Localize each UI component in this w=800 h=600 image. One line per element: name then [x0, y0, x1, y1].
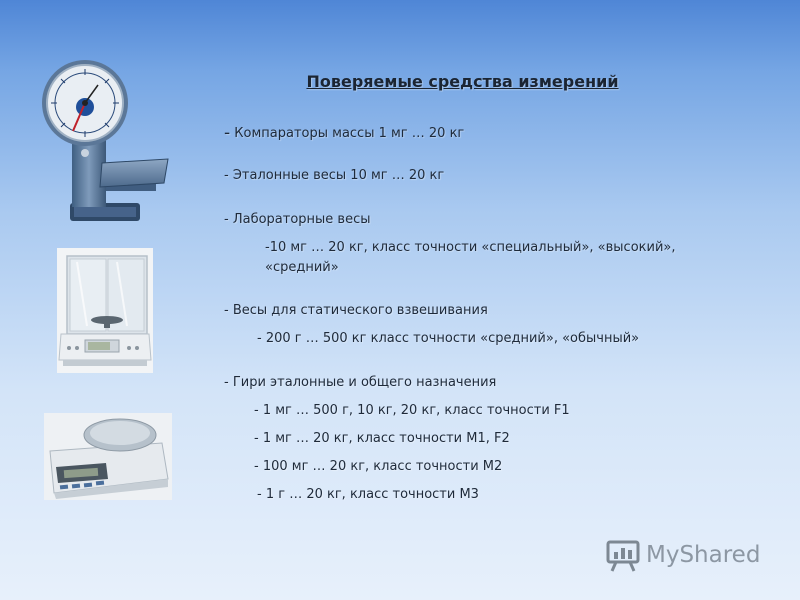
- item-weights-3: - 100 мг … 20 кг, класс точности М2: [254, 459, 503, 474]
- item-weights-2: - 1 мг … 20 кг, класс точности М1, F2: [254, 431, 510, 446]
- item-weights-4: - 1 г … 20 кг, класс точности М3: [257, 487, 479, 502]
- item-static-scales: - Весы для статического взвешивания: [224, 303, 488, 318]
- watermark-logo: [606, 538, 760, 572]
- item-weights-1: - 1 мг … 500 г, 10 кг, 20 кг, класс точности F1: [254, 403, 570, 418]
- item-comparators-text: Компараторы массы 1 мг … 20 кг: [234, 126, 465, 141]
- analytical-balance-icon: [57, 248, 153, 373]
- item-comparators: [224, 123, 464, 143]
- item-lab-scales: - Лабораторные весы: [224, 212, 371, 227]
- item-reference-scales: - Эталонные весы 10 мг … 20 кг: [224, 168, 445, 183]
- dash: -: [224, 123, 231, 143]
- item-weights: - Гири эталонные и общего назначения: [224, 375, 497, 390]
- slide-title: Поверяемые средства измерений: [306, 72, 619, 91]
- item-static-scales-detail: - 200 г … 500 кг класс точности «средний», «обычный»: [257, 331, 640, 346]
- watermark-brand: MyShared: [646, 542, 761, 568]
- item-lab-scales-detail-2: «средний»: [265, 260, 339, 275]
- presentation-board-icon: [606, 538, 640, 572]
- item-lab-scales-detail-1: -10 мг … 20 кг, класс точности «специальный», «высокий»,: [265, 240, 676, 255]
- precision-balance-icon: [44, 413, 172, 500]
- dial-scale-icon: [40, 55, 170, 230]
